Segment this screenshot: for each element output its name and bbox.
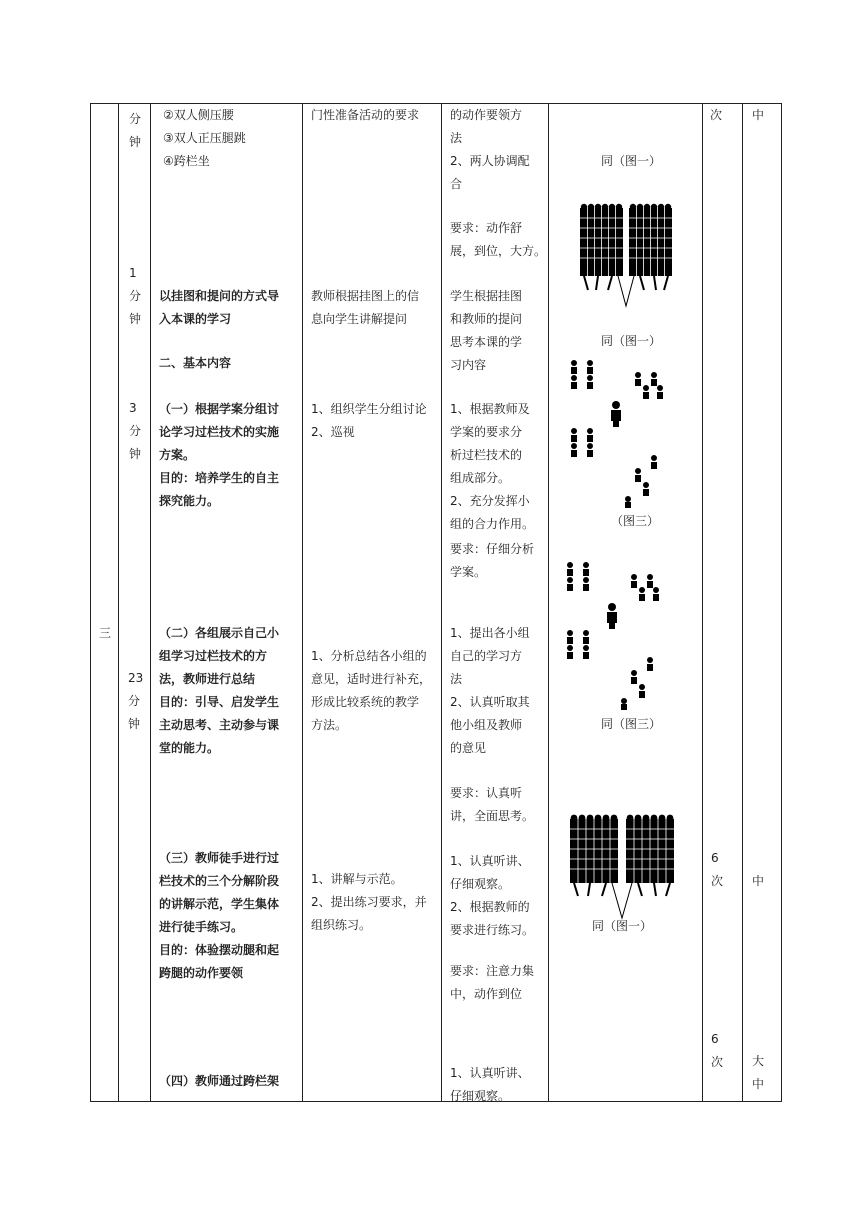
time-label: 23 分 钟 bbox=[128, 671, 144, 731]
table-divider bbox=[302, 103, 303, 1102]
student-activity: 的动作要领方 法 2、两人协调配 合 bbox=[450, 108, 530, 191]
figure-caption: （图三） bbox=[611, 514, 660, 528]
step-four-text: （四）教师通过跨栏架 bbox=[159, 1074, 280, 1088]
student-requirement: 要求：注意力集 中，动作到位 bbox=[450, 964, 535, 1001]
table-divider bbox=[548, 103, 549, 1102]
figure-caption: 同（图一） bbox=[601, 334, 662, 348]
teacher-activity: 1、组织学生分组讨论 2、巡视 bbox=[311, 402, 427, 439]
teacher-activity: 1、讲解与示范。 2、提出练习要求，并 组织练习。 bbox=[311, 872, 427, 932]
time-label: 3 分 钟 bbox=[129, 401, 142, 461]
figure-caption: 同（图一） bbox=[601, 154, 662, 168]
repetition-count: 次 bbox=[710, 108, 723, 122]
table-divider bbox=[702, 103, 703, 1102]
table-divider bbox=[150, 103, 151, 1102]
time-label: 分 钟 bbox=[129, 112, 142, 149]
basic-heading: 二、基本内容 bbox=[159, 356, 232, 370]
step-three-text: （三）教师徒手进行过 栏技术的三个分解阶段 的讲解示范，学生集体 进行徒手练习。 目的：体验摆动腿和起 跨腿的动作要领 bbox=[159, 851, 280, 980]
teacher-activity: 门性准备活动的要求 bbox=[311, 108, 420, 122]
teacher-activity: 1、分析总结各小组的 意见，适时进行补充， 形成比较系统的教学 方法。 bbox=[311, 649, 432, 732]
formation-figure-one bbox=[568, 812, 676, 920]
student-requirement: 要求：仔细分析 学案。 bbox=[450, 542, 535, 579]
student-requirement: 要求：动作舒 展，到位，大方。 bbox=[450, 221, 547, 258]
student-requirement: 要求：认真听 讲，全面思考。 bbox=[450, 786, 535, 823]
intro-text: 以挂图和提问的方式导 入本课的学习 bbox=[159, 289, 280, 326]
table-divider bbox=[441, 103, 442, 1102]
repetition-count: 6 次 bbox=[711, 1032, 724, 1069]
intensity-level: 大 中 bbox=[752, 1054, 765, 1091]
time-label: 1 分 钟 bbox=[129, 266, 142, 326]
figure-caption: 同（图一） bbox=[592, 919, 653, 933]
table-divider bbox=[742, 103, 743, 1102]
intensity-level: 中 bbox=[752, 874, 765, 888]
step-one-text: （一）根据学案分组讨 论学习过栏技术的实施 方案。 目的：培养学生的自主 探究能力。 bbox=[159, 402, 280, 508]
figure-caption: 同（图三） bbox=[601, 717, 662, 731]
formation-figure-one bbox=[578, 202, 674, 308]
warmup-list: ②双人侧压腰 ③双人正压腿跳 ④跨栏坐 bbox=[163, 108, 246, 168]
group-formation-figure bbox=[560, 356, 672, 508]
table-divider bbox=[118, 103, 119, 1102]
intensity-level: 中 bbox=[752, 108, 765, 122]
group-formation-figure bbox=[556, 558, 668, 710]
student-activity: 1、认真听讲、 仔细观察。 bbox=[450, 1066, 530, 1103]
student-activity: 学生根据挂图 和教师的提问 思考本课的学 习内容 bbox=[450, 289, 523, 372]
student-activity: 1、认真听讲、 仔细观察。 2、根据教师的 要求进行练习。 bbox=[450, 854, 535, 937]
teacher-activity: 教师根据挂图上的信 息向学生讲解提问 bbox=[311, 289, 420, 326]
section-number: 三 bbox=[99, 626, 112, 640]
student-activity: 1、提出各小组 自己的学习方 法 2、认真听取其 他小组及教师 的意见 bbox=[450, 626, 530, 755]
step-two-text: （二）各组展示自己小 组学习过栏技术的方 法，教师进行总结 目的：引导、启发学生 主动思考、主动参与课 堂的能力。 bbox=[159, 626, 280, 755]
student-activity: 1、根据教师及 学案的要求分 析过栏技术的 组成部分。 2、充分发挥小 组的合力作用。 bbox=[450, 402, 535, 531]
repetition-count: 6 次 bbox=[711, 851, 724, 888]
